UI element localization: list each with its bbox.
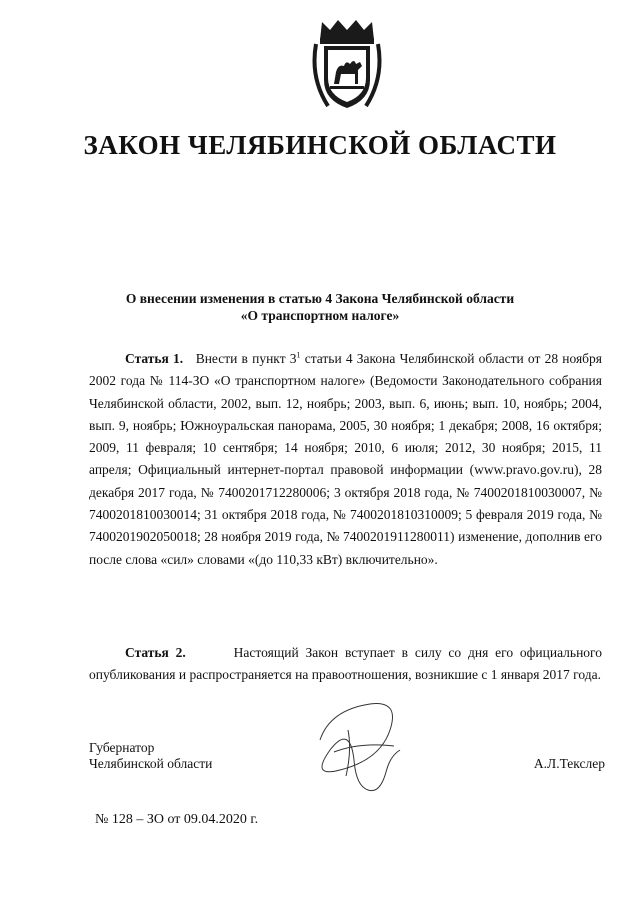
signature-icon (290, 690, 420, 800)
article-1-text-start: Внести в пункт 3 (195, 351, 297, 366)
law-subject (60, 290, 580, 324)
article-2 (89, 642, 602, 687)
subject-line-1: О внесении изменения в статью 4 Закона Челябинской области (125, 291, 515, 306)
article-2-text: Настоящий Закон вступает в силу со дня его официального опубликования и распространяется на правоотношения, возникшие с 1 января 2017 года. (89, 645, 603, 683)
article-2-label: Статья 2. (125, 645, 186, 660)
governor-position (89, 740, 212, 772)
coat-of-arms-icon (308, 18, 386, 114)
governor-name: А.Л.Текслер (533, 756, 605, 771)
article-1-label: Статья 1. (125, 351, 184, 366)
law-number: № 128 – ЗО от 09.04.2020 г. (95, 812, 259, 827)
article-1-superscript: 1 (296, 350, 301, 360)
law-title: ЗАКОН ЧЕЛЯБИНСКОЙ ОБЛАСТИ (83, 130, 557, 160)
article-1 (89, 348, 602, 571)
position-line-2: Челябинской области (89, 756, 213, 771)
position-line-1: Губернатор (89, 740, 155, 755)
subject-line-2: «О транспортном налоге» (240, 308, 400, 323)
article-1-text: статьи 4 Закона Челябинской области от 28 ноября 2002 года № 114-ЗО «О транспортном налоге» (Ведомости Законодательного собрания Челябинской области, 2002, вып. 12, ноябрь; 2003, вып. 6, июнь; вып. 10, ноябрь; 2004, вып. 9, ноябрь; Южноуральская панорама, 2005, 30 ноября; 1 декабря; 2008, 16 октября; 2009, 11 февраля; 10 сентября; 14 ноября; 2010, 6 июля; 2012, 30 ноября; 2015, 11 апреля; Официальный интернет-портал правовой информации (www.pravo.gov.ru), 28 декабря 2017 года, № 7400201712280006; 3 октября 2018 года, № 7400201810030007, № 7400201810030014; 31 октября 2018 года, № 7400201810310009; 5 февраля 2019 года, № 7400201902050018; 28 ноября 2019 года, № 7400201911280011) изменение, дополнив его после слова «сил» словами «(до 110,33 кВт) включительно». (89, 351, 603, 567)
